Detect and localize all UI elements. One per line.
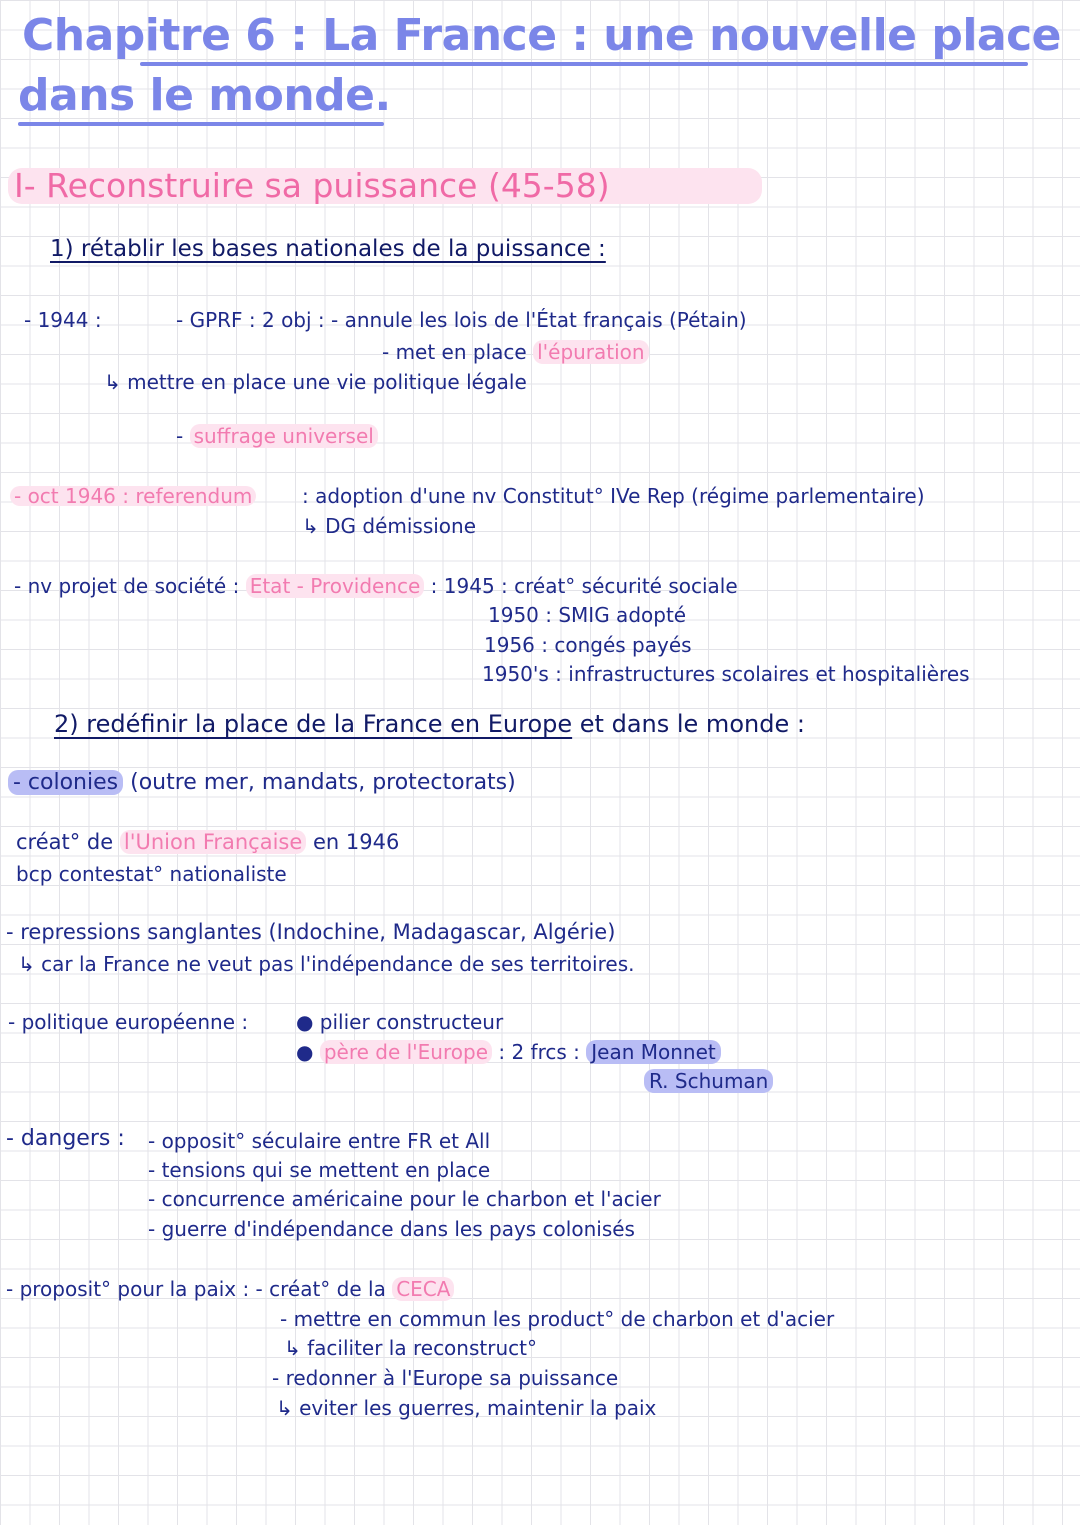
dangers-label: - dangers : — [6, 1126, 125, 1151]
constitution-line: : adoption d'une nv Constitut° IVe Rep (régime parlementaire) — [302, 484, 925, 508]
colonies-detail: (outre mer, mandats, protectorats) — [130, 770, 516, 795]
independance-line: ↳ car la France ne veut pas l'indépendance de ses territoires. — [18, 952, 635, 976]
schuman-line — [644, 1071, 773, 1091]
creat-prefix: créat° de — [16, 830, 114, 854]
year-1945-line: : 1945 : créat° sécurité sociale — [430, 574, 738, 598]
danger-3: - concurrence américaine pour le charbon et l'acier — [148, 1187, 661, 1211]
subsection-2-heading-part2: et dans le monde — [579, 710, 790, 738]
danger-2: - tensions qui se mettent en place — [148, 1158, 491, 1182]
suffrage-term: suffrage universel — [190, 424, 378, 448]
epuration-line — [382, 342, 649, 362]
ceca-term: CECA — [392, 1277, 454, 1301]
projet-line — [14, 576, 738, 596]
colonies-line — [8, 772, 516, 794]
paix-3: - redonner à l'Europe sa puissance — [272, 1366, 619, 1390]
paix-2: ↳ faciliter la reconstruct° — [284, 1336, 537, 1360]
vie-politique-line: ↳ mettre en place une vie politique légale — [104, 370, 527, 394]
year-1956-line: 1956 : congés payés — [484, 633, 692, 657]
title-underline-1 — [140, 62, 1028, 66]
monnet-term: Jean Monnet — [586, 1040, 720, 1064]
page-title-line2: dans le monde. — [18, 70, 391, 121]
subsection-1-heading: 1) rétablir les bases nationales de la puissance : — [50, 236, 606, 262]
epuration-term: l'épuration — [533, 340, 649, 364]
year-1950s-line: 1950's : infrastructures scolaires et hospitalières — [482, 662, 970, 686]
repressions-line: - repressions sanglantes (Indochine, Madagascar, Algérie) — [6, 920, 616, 944]
union-francaise-term: l'Union Française — [120, 830, 306, 854]
creat-suffix: en 1946 — [312, 830, 400, 854]
pilier-line: ● pilier constructeur — [296, 1010, 504, 1034]
pere-line — [296, 1042, 721, 1062]
suffrage-line — [176, 426, 378, 446]
paix-4: ↳ eviter les guerres, maintenir la paix — [276, 1396, 657, 1420]
subsection-2-heading — [54, 712, 805, 736]
section-1-heading: I- Reconstruire sa puissance (45-58) — [14, 166, 610, 205]
paix-1: - mettre en commun les product° de charbon et d'acier — [280, 1307, 835, 1331]
title-underline-2 — [18, 122, 384, 126]
year-1950-line: 1950 : SMIG adopté — [488, 603, 687, 627]
frcs-text: : 2 frcs : — [498, 1040, 580, 1064]
gprf-line: - GPRF : 2 obj : - annule les lois de l'État français (Pétain) — [176, 308, 747, 332]
page-title-line1: Chapitre 6 : La France : une nouvelle place — [22, 10, 1062, 61]
suffrage-dash: - — [176, 424, 184, 448]
referendum-term: - oct 1946 : referendum — [10, 486, 256, 506]
paix-prefix: - proposit° pour la paix : - créat° de la — [6, 1277, 386, 1301]
union-francaise-line — [16, 832, 399, 853]
danger-4: - guerre d'indépendance dans les pays colonisés — [148, 1217, 635, 1241]
danger-1: - opposit° séculaire entre FR et All — [148, 1129, 491, 1153]
subsection-2-heading-colon: : — [796, 710, 805, 738]
pere-term: père de l'Europe — [320, 1040, 492, 1064]
epuration-prefix: - met en place — [382, 340, 527, 364]
etat-providence-term: Etat - Providence — [246, 574, 425, 598]
paix-line — [6, 1279, 454, 1299]
schuman-term: R. Schuman — [644, 1069, 773, 1093]
subsection-2-heading-part1: 2) redéfinir la place de la France en Europe — [54, 710, 573, 738]
pere-bullet: ● — [296, 1040, 314, 1064]
contestation-line: bcp contestat° nationaliste — [16, 862, 287, 886]
dg-line: ↳ DG démissione — [302, 514, 477, 538]
colonies-term: - colonies — [8, 770, 123, 795]
year-1944: - 1944 : — [24, 308, 102, 332]
politique-line: - politique européenne : — [8, 1010, 249, 1034]
projet-prefix: - nv projet de société : — [14, 574, 240, 598]
